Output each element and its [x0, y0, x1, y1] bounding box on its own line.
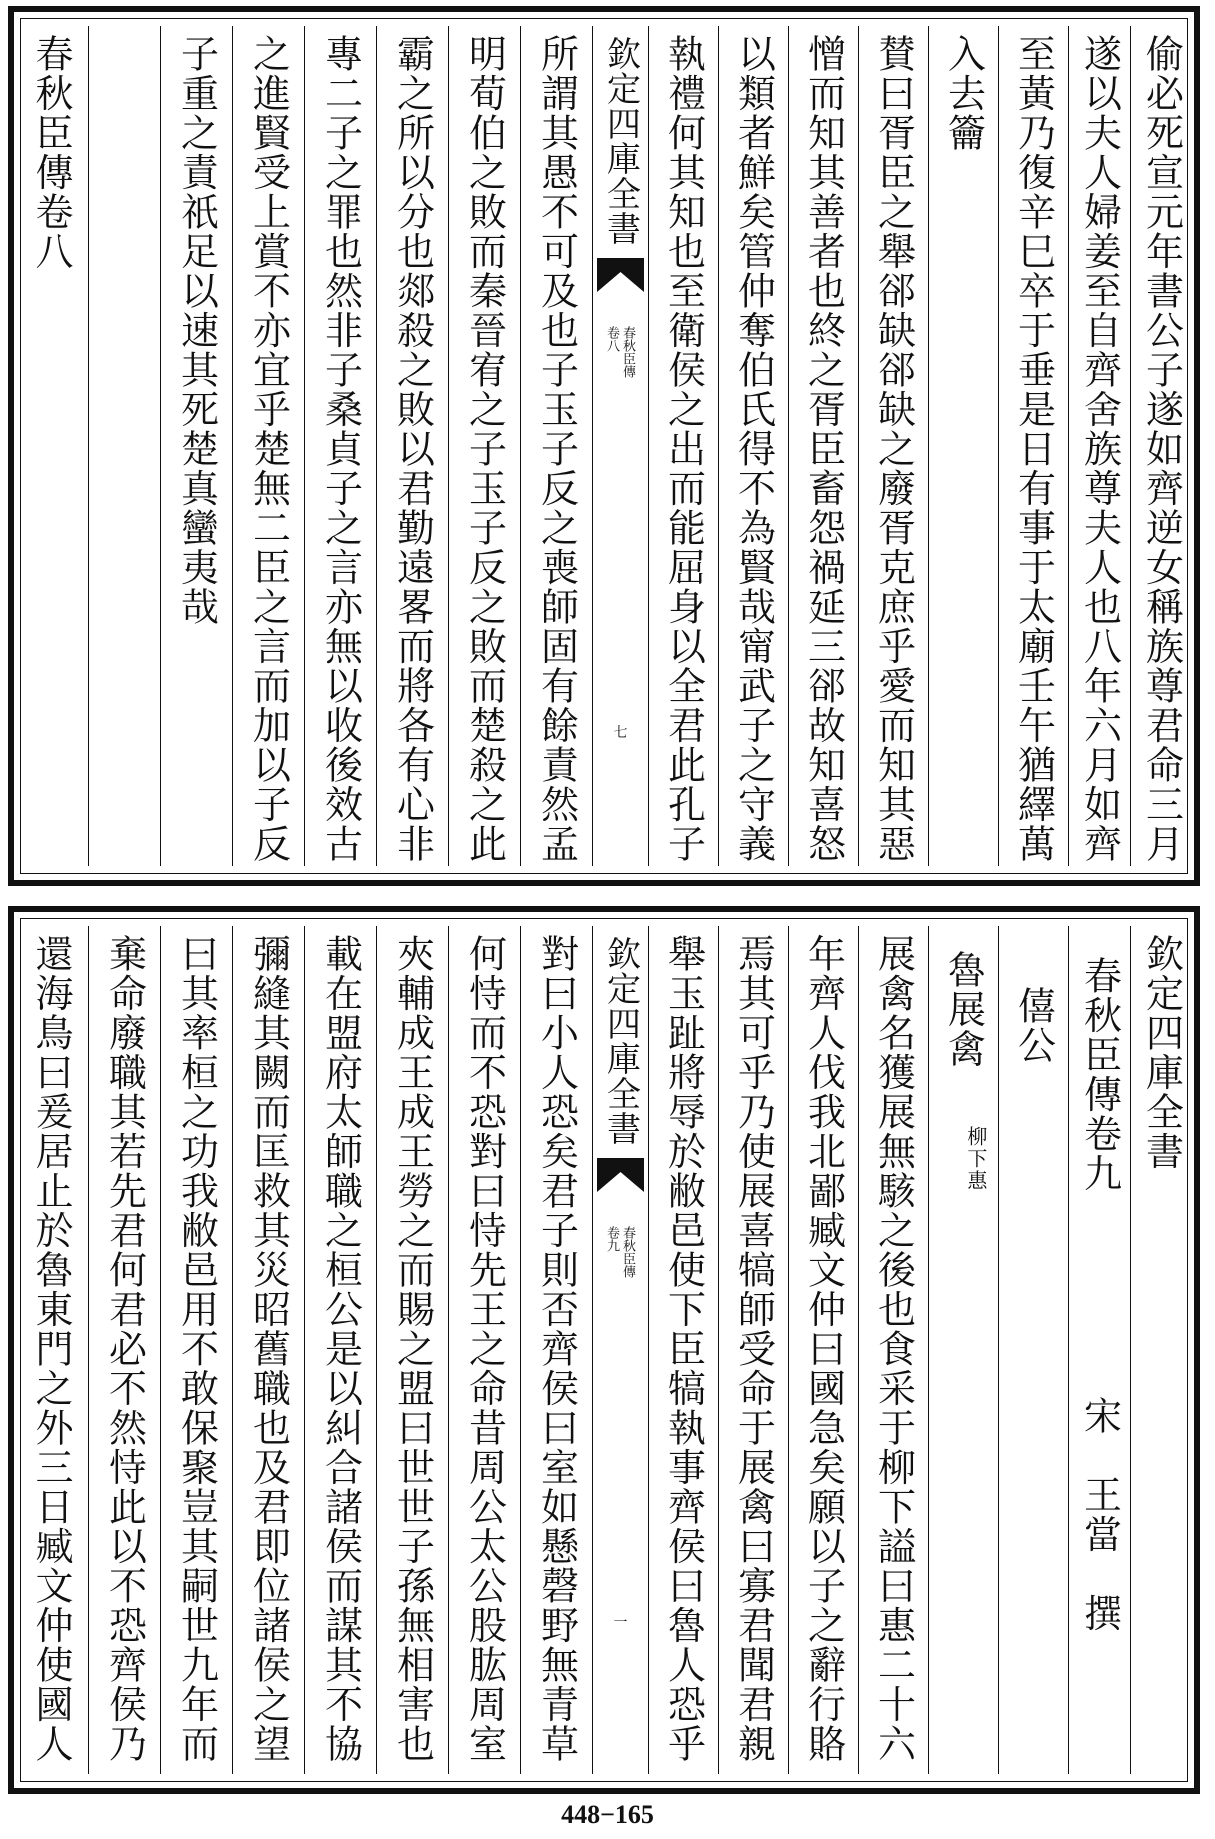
text-column — [88, 26, 160, 866]
text-column — [858, 26, 928, 866]
column-text: 展禽名獲展無駭之後也食采于柳下謚曰惠二十六 — [871, 934, 916, 1764]
page-footer-number: 448−165 — [561, 1800, 654, 1829]
column-text: 入去籥 — [941, 34, 986, 153]
text-column — [520, 926, 592, 1774]
text-column — [88, 926, 160, 1774]
fish-tail-mark — [597, 258, 644, 292]
fold-title: 欽定四庫全書 — [600, 36, 641, 246]
text-column — [1130, 926, 1192, 1774]
column-text: 何恃而不恐對曰恃先王之命昔周公太公股肱周室 — [462, 934, 507, 1764]
column-text: 對曰小人恐矣君子則否齊侯曰室如懸磬野無青草 — [534, 934, 579, 1764]
column-text: 偷必死宣元年書公子遂如齊逆女稱族尊君命三月 — [1139, 34, 1184, 864]
text-column — [718, 926, 788, 1774]
column-text: 焉其可乎乃使展喜犒師受命于展禽曰寡君聞君親 — [731, 934, 776, 1764]
column-text: 春秋臣傳卷八 — [29, 34, 73, 271]
fold-page-number: 七 — [613, 725, 628, 741]
fold-book-title: 春秋臣傳 — [620, 326, 635, 378]
column-text: 執禮何其知也至衛侯之出而能屈身以全君此孔子 — [661, 34, 706, 864]
text-column — [1068, 26, 1130, 866]
text-column — [998, 926, 1068, 1774]
text-column — [232, 26, 304, 866]
center-fold-column — [592, 926, 648, 1774]
author-line: 宋 王當 撰 — [1077, 1396, 1122, 1633]
fold-volume: 卷九 — [604, 1226, 619, 1252]
author-note: 柳下惠 — [963, 1126, 988, 1192]
column-text: 棄命廢職其若先君何君必不然恃此以不恐齊侯乃 — [102, 934, 147, 1764]
text-column — [160, 926, 232, 1774]
column-text: 載在盟府太師職之桓公是以糾合諸侯而謀其不協 — [318, 934, 363, 1764]
column-text: 夾輔成王成王勞之而賜之盟曰世世子孫無相害也 — [390, 934, 435, 1764]
center-fold-column — [592, 26, 648, 866]
column-text: 憎而知其善者也終之胥臣畜怨禍延三郤故知喜怒 — [801, 34, 846, 864]
text-column — [448, 26, 520, 866]
column-text: 所謂其愚不可及也子玉子反之喪師固有餘責然孟 — [534, 34, 579, 864]
column-text: 專二子之罪也然非子桑貞子之言亦無以收後效古 — [318, 34, 363, 864]
column-text: 之進賢受上賞不亦宜乎楚無二臣之言而加以子反 — [246, 34, 291, 864]
text-column — [928, 926, 998, 1774]
text-column — [928, 26, 998, 866]
volume-title: 春秋臣傳卷九 — [1077, 956, 1122, 1193]
text-column — [304, 926, 376, 1774]
fold-volume: 卷八 — [604, 326, 619, 352]
text-column — [858, 926, 928, 1774]
text-column — [160, 26, 232, 866]
text-column — [998, 26, 1068, 866]
text-column — [14, 26, 88, 866]
fish-tail-mark — [597, 1158, 644, 1192]
text-column — [788, 926, 858, 1774]
column-text: 至黃乃復辛巳卒于垂是日有事于太廟壬午猶繹萬 — [1011, 34, 1056, 864]
text-column — [376, 926, 448, 1774]
text-column — [648, 26, 718, 866]
column-text: 年齊人伐我北鄙臧文仲曰國急矣願以子之辭行賂 — [801, 934, 846, 1764]
fold-page-number: 一 — [613, 1615, 628, 1631]
column-text: 還海鳥曰爰居止於魯東門之外三日臧文仲使國人 — [29, 934, 73, 1764]
column-text: 以類者鮮矣管仲奪伯氏得不為賢哉甯武子之守義 — [731, 34, 776, 864]
text-column — [14, 926, 88, 1774]
bottom-page — [8, 906, 1200, 1794]
column-text: 霸之所以分也郯殺之敗以君勤遠畧而將各有心非 — [390, 34, 435, 864]
text-column — [448, 926, 520, 1774]
column-text: 舉玉趾將辱於敝邑使下臣犒執事齊侯曰魯人恐乎 — [661, 934, 706, 1764]
collection-title: 欽定四庫全書 — [1139, 934, 1184, 1171]
column-text: 明荀伯之敗而秦晉宥之子玉子反之敗而楚殺之此 — [462, 34, 507, 864]
text-column — [304, 26, 376, 866]
text-column — [232, 926, 304, 1774]
section-heading: 僖公 — [1011, 986, 1056, 1065]
text-column — [376, 26, 448, 866]
fold-book-title: 春秋臣傳 — [620, 1226, 635, 1278]
text-column — [520, 26, 592, 866]
text-column — [648, 926, 718, 1774]
fold-title: 欽定四庫全書 — [600, 936, 641, 1146]
text-column — [788, 26, 858, 866]
text-column — [718, 26, 788, 866]
text-column — [1068, 926, 1130, 1774]
chapter-heading: 魯展禽 — [941, 950, 986, 1069]
column-text: 曰其率桓之功我敝邑用不敢保聚豈其嗣世九年而 — [174, 934, 219, 1764]
top-page — [8, 6, 1200, 886]
column-text: 賛曰胥臣之舉郤缺郤缺之廢胥克庶乎愛而知其惡 — [871, 34, 916, 864]
column-text: 子重之責祇足以速其死楚真蠻夷哉 — [174, 34, 219, 627]
text-column — [1130, 26, 1192, 866]
column-text: 遂以夫人婦姜至自齊舍族尊夫人也八年六月如齊 — [1077, 34, 1122, 864]
column-text: 彌縫其闕而匡救其災昭舊職也及君即位諸侯之望 — [246, 934, 291, 1764]
